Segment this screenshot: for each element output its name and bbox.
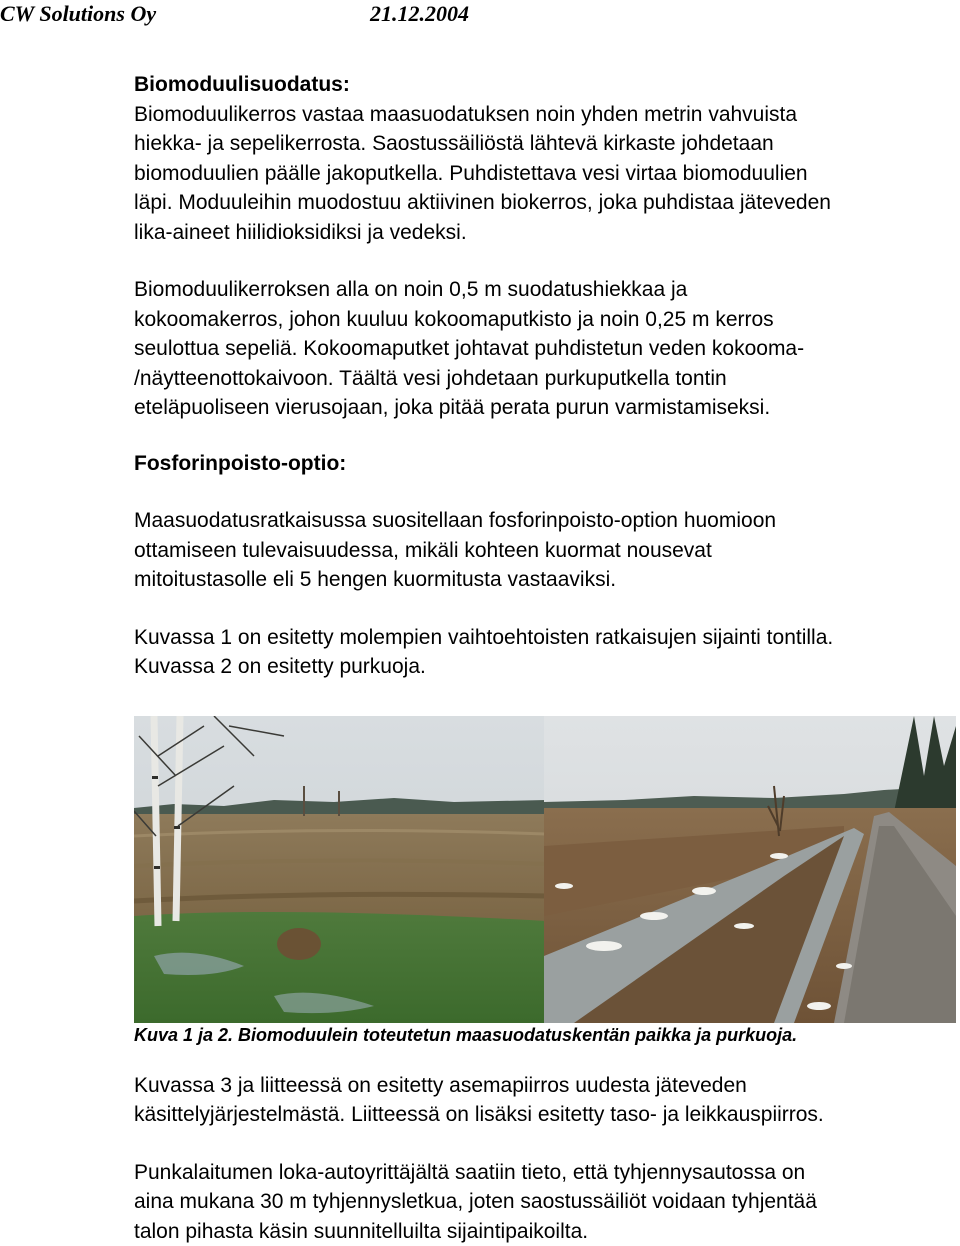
figure-caption: Kuva 1 ja 2. Biomoduulein toteutetun maasuodatuskentän paikka ja purkuoja. <box>134 1023 960 1047</box>
paragraph-line: ottamiseen tulevaisuudessa, mikäli kohteen kuormat nousevat <box>134 536 960 566</box>
document-date: 21.12.2004 <box>370 1 469 27</box>
paragraph-line: hiekka- ja sepelikerrosta. Saostussäiliöstä lähtevä kirkaste johdetaan <box>134 129 960 159</box>
section-heading-biomoduulisuodatus: Biomoduulisuodatus: <box>134 70 960 100</box>
paragraph-line: talon pihasta käsin suunnitelluilta sijaintipaikoilta. <box>134 1217 960 1246</box>
paragraph-line: Biomoduulikerros vastaa maasuodatuksen noin yhden metrin vahvuista <box>134 100 960 130</box>
paragraph-line: käsittelyjärjestelmästä. Liitteessä on lisäksi esitetty taso- ja leikkauspiirros. <box>134 1100 960 1130</box>
paragraph-line: Kuvassa 2 on esitetty purkuoja. <box>134 652 960 682</box>
document-body <box>134 70 960 1246</box>
paragraph-line: Maasuodatusratkaisussa suositellaan fosforinpoisto-option huomioon <box>134 506 960 536</box>
paragraph-line: lika-aineet hiilidioksidiksi ja vedeksi. <box>134 218 960 248</box>
paragraph-line: kokoomakerros, johon kuuluu kokoomaputkisto ja noin 0,25 m kerros <box>134 305 960 335</box>
page-header <box>0 0 960 30</box>
field-photo <box>134 716 546 1023</box>
section-heading-fosforinpoisto: Fosforinpoisto-optio: <box>134 449 960 479</box>
company-name: CW Solutions Oy <box>0 1 156 27</box>
paragraph-line: mitoitustasolle eli 5 hengen kuormitusta vastaaviksi. <box>134 565 960 595</box>
paragraph-line: aina mukana 30 m tyhjennysletkua, joten saostussäiliöt voidaan tyhjentää <box>134 1187 960 1217</box>
paragraph-line: biomoduulien päälle jakoputkella. Puhdistettava vesi virtaa biomoduulien <box>134 159 960 189</box>
paragraph-line: seulottua sepeliä. Kokoomaputket johtavat puhdistetun veden kokooma- <box>134 334 960 364</box>
paragraph-line: läpi. Moduuleihin muodostuu aktiivinen biokerros, joka puhdistaa jäteveden <box>134 188 960 218</box>
paragraph-line: Biomoduulikerroksen alla on noin 0,5 m suodatushiekkaa ja <box>134 275 960 305</box>
paragraph-line: Punkalaitumen loka-autoyrittäjältä saatiin tieto, että tyhjennysautossa on <box>134 1158 960 1188</box>
figure-photos <box>134 716 956 1023</box>
paragraph-line: Kuvassa 3 ja liitteessä on esitetty asemapiirros uudesta jäteveden <box>134 1071 960 1101</box>
paragraph-line: eteläpuoliseen vierusojaan, joka pitää perata purun varmistamiseksi. <box>134 393 960 423</box>
paragraph-line: /näytteenottokaivoon. Täältä vesi johdetaan purkuputkella tontin <box>134 364 960 394</box>
ditch-photo <box>544 716 956 1023</box>
paragraph-line: Kuvassa 1 on esitetty molempien vaihtoehtoisten ratkaisujen sijainti tontilla. <box>134 623 960 653</box>
